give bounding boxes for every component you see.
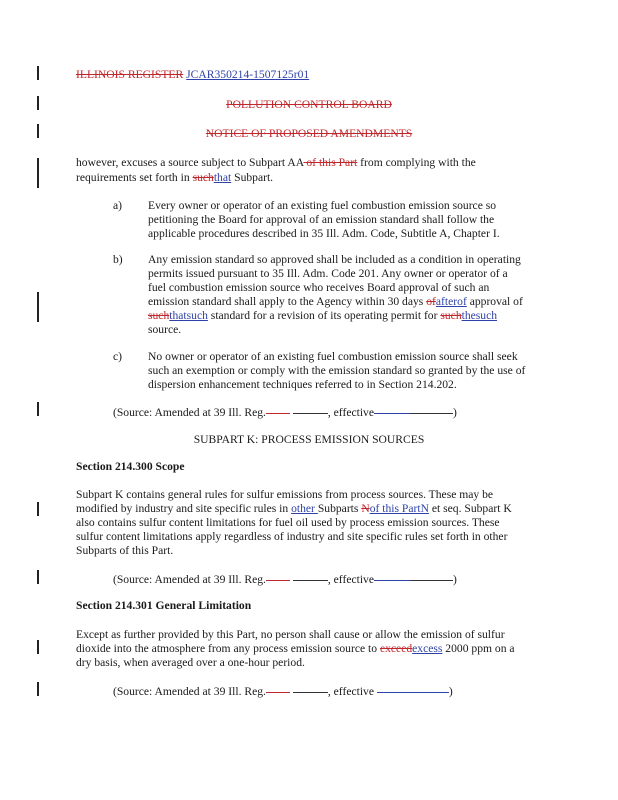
section-line: sulfur content limitations apply regardless of industry and site specific rules set forth in other: [76, 530, 508, 543]
item-a-label: a): [113, 199, 123, 212]
intro-line-1: however, excuses a source subject to Subpart AA of this Part from complying with the: [76, 156, 476, 169]
item-b-line: source.: [148, 323, 182, 336]
item-b-label: b): [113, 253, 123, 266]
item-c-line: dispersion enhancement techniques referred to in Section 214.202.: [148, 378, 457, 391]
source-note: (Source: Amended at 39 Ill. Reg. , effective ): [113, 573, 457, 586]
register-header: [76, 68, 309, 81]
item-c-line: such an exemption or comply with the emission standard so granted by the use of: [148, 364, 526, 377]
section-heading: Section 214.301 General Limitation: [76, 599, 252, 612]
revision-bar: [37, 682, 39, 696]
intro-line-2: requirements set forth in suchthat Subpart.: [76, 171, 274, 184]
board-title: POLLUTION CONTROL BOARD: [226, 98, 392, 111]
item-b-line: Any emission standard so approved shall be included as a condition in operating: [148, 253, 521, 266]
revision-bar: [37, 292, 39, 322]
item-a-line: Every owner or operator of an existing fuel combustion emission source so: [148, 199, 497, 212]
section-line: modified by industry and site specific rules in other Subparts Nof this PartN et seq. Subpart K: [76, 502, 512, 515]
jcar-code: JCAR350214-1507125r01: [186, 68, 310, 81]
item-b-line: emission standard shall apply to the Agency within 30 days ofafterof approval of: [148, 295, 523, 308]
section-heading: Section 214.300 Scope: [76, 460, 185, 473]
item-c-label: c): [113, 350, 123, 363]
item-c-line: No owner or operator of an existing fuel combustion emission source shall seek: [148, 350, 518, 363]
revision-bar: [37, 502, 39, 516]
subpart-title: SUBPART K: PROCESS EMISSION SOURCES: [193, 433, 425, 446]
revision-bar: [37, 66, 39, 80]
section-line: Subparts of this Part.: [76, 544, 174, 557]
item-b-line: permits issued pursuant to 35 Ill. Adm. Code 201. Any owner or operator of a: [148, 267, 508, 280]
section-line: Except as further provided by this Part, no person shall cause or allow the emission of sulfur: [76, 628, 505, 641]
section-line: dry basis, when averaged over a one-hour period.: [76, 656, 305, 669]
item-b-line: fuel combustion emission source who receives Board approval of such an: [148, 281, 490, 294]
register-struck: ILLINOIS REGISTER: [76, 68, 184, 81]
revision-bar: [37, 640, 39, 654]
item-a-line: applicable procedures described in 35 Ill. Adm. Code, Subtitle A, Chapter I.: [148, 227, 500, 240]
item-a-line: petitioning the Board for approval of an emission standard shall follow the: [148, 213, 495, 226]
section-line: dioxide into the atmosphere from any process emission source to exceedexcess 2000 ppm on a: [76, 642, 515, 655]
revision-bar: [37, 158, 39, 188]
revision-bar: [37, 402, 39, 416]
source-note: (Source: Amended at 39 Ill. Reg. , effective ): [113, 685, 453, 698]
source-note: (Source: Amended at 39 Ill. Reg. , effective ): [113, 406, 457, 419]
section-line: Subpart K contains general rules for sulfur emissions from process sources. These may be: [76, 488, 494, 501]
revision-bar: [37, 570, 39, 584]
item-b-line: suchthatsuch standard for a revision of its operating permit for suchthesuch: [148, 309, 498, 322]
section-line: also contains sulfur content limitations for fuel oil used by process emission sources. These: [76, 516, 500, 529]
notice-title: NOTICE OF PROPOSED AMENDMENTS: [205, 127, 413, 140]
